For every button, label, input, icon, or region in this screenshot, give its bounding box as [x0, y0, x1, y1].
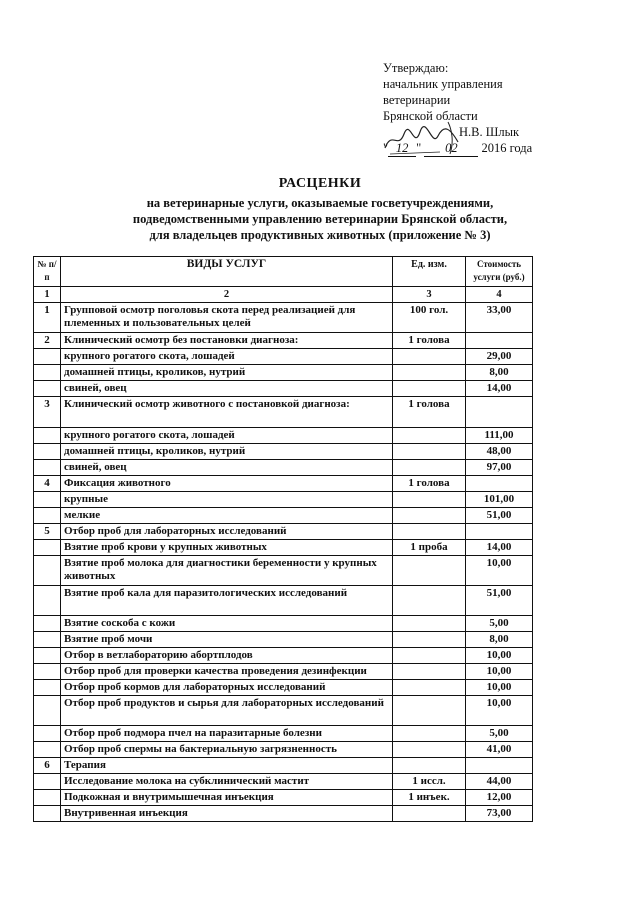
table-row — [34, 696, 533, 726]
service-name: крупного рогатого скота, лошадей — [61, 349, 393, 365]
table-row — [34, 303, 533, 333]
service-name: Отбор проб спермы на бактериальную загрязненность — [61, 742, 393, 758]
header-unit: Ед. изм. — [393, 257, 466, 287]
unit-of-measure: 1 голова — [393, 397, 466, 428]
price-table — [33, 256, 533, 822]
row-number — [34, 664, 61, 680]
table-row — [34, 381, 533, 397]
table-row — [34, 806, 533, 822]
table-row — [34, 680, 533, 696]
unit-of-measure — [393, 556, 466, 586]
approval-date: " 12 " 02 2016 года — [383, 141, 533, 155]
signer-name: Н.В. Шлык — [459, 125, 520, 139]
unit-of-measure — [393, 806, 466, 822]
unit-of-measure: 1 голова — [393, 333, 466, 349]
service-name: Взятие соскоба с кожи — [61, 616, 393, 632]
unit-of-measure: 1 голова — [393, 476, 466, 492]
service-price: 44,00 — [466, 774, 533, 790]
service-price: 33,00 — [466, 303, 533, 333]
row-number: 6 — [34, 758, 61, 774]
row-number — [34, 774, 61, 790]
service-name: Фиксация животного — [61, 476, 393, 492]
row-number — [34, 726, 61, 742]
table-row — [34, 349, 533, 365]
unit-of-measure: 1 проба — [393, 540, 466, 556]
table-row — [34, 492, 533, 508]
row-number: 5 — [34, 524, 61, 540]
row-number — [34, 365, 61, 381]
row-number: 4 — [34, 476, 61, 492]
document-subtitle — [0, 195, 640, 243]
row-number — [34, 648, 61, 664]
table-row — [34, 476, 533, 492]
table-row — [34, 524, 533, 540]
col-number: 1 — [34, 287, 61, 303]
table-row — [34, 632, 533, 648]
service-price: 8,00 — [466, 365, 533, 381]
service-name: Отбор в ветлабораторию абортплодов — [61, 648, 393, 664]
service-name: свиней, овец — [61, 460, 393, 476]
header-price: Стоимость услуги (руб.) — [466, 257, 533, 287]
table-row — [34, 428, 533, 444]
table-row — [34, 508, 533, 524]
service-name: Отбор проб для проверки качества проведения дезинфекции — [61, 664, 393, 680]
approval-line: Утверждаю: — [383, 61, 449, 75]
service-price: 29,00 — [466, 349, 533, 365]
unit-of-measure — [393, 648, 466, 664]
row-number: 3 — [34, 397, 61, 428]
service-price — [466, 397, 533, 428]
table-row — [34, 397, 533, 428]
table-row — [34, 758, 533, 774]
approval-line: ветеринарии — [383, 93, 451, 107]
row-number — [34, 444, 61, 460]
unit-of-measure — [393, 680, 466, 696]
service-price: 73,00 — [466, 806, 533, 822]
unit-of-measure — [393, 632, 466, 648]
service-price: 51,00 — [466, 586, 533, 616]
service-name: Клинический осмотр без постановки диагноза: — [61, 333, 393, 349]
row-number: 2 — [34, 333, 61, 349]
date-month: 02 — [424, 140, 478, 157]
service-name: Клинический осмотр животного с постановкой диагноза: — [61, 397, 393, 428]
unit-of-measure — [393, 742, 466, 758]
row-number — [34, 492, 61, 508]
service-price: 10,00 — [466, 648, 533, 664]
service-price: 10,00 — [466, 680, 533, 696]
unit-of-measure — [393, 524, 466, 540]
table-row — [34, 616, 533, 632]
unit-of-measure — [393, 460, 466, 476]
table-row — [34, 540, 533, 556]
service-name: Терапия — [61, 758, 393, 774]
row-number — [34, 508, 61, 524]
table-row — [34, 444, 533, 460]
service-name: Групповой осмотр поголовья скота перед реализацией для племенных и пользовательных целей — [61, 303, 393, 333]
row-number — [34, 556, 61, 586]
service-price — [466, 524, 533, 540]
approval-line: Брянской области — [383, 109, 478, 123]
service-name: Взятие проб крови у крупных животных — [61, 540, 393, 556]
header-name: ВИДЫ УСЛУГ — [61, 257, 393, 287]
service-price — [466, 333, 533, 349]
service-name: Взятие проб мочи — [61, 632, 393, 648]
document-title: РАСЦЕНКИ — [278, 176, 362, 191]
service-name: Взятие проб кала для паразитологических исследований — [61, 586, 393, 616]
subtitle-line-2: подведомственными управлению ветеринарии Брянской области, — [132, 212, 508, 226]
header-num: № п/п — [34, 257, 61, 287]
row-number: 1 — [34, 303, 61, 333]
table-row — [34, 460, 533, 476]
unit-of-measure — [393, 664, 466, 680]
service-name: свиней, овец — [61, 381, 393, 397]
unit-of-measure: 100 гол. — [393, 303, 466, 333]
service-name: Отбор проб для лабораторных исследований — [61, 524, 393, 540]
unit-of-measure — [393, 365, 466, 381]
table-row — [34, 556, 533, 586]
service-price: 97,00 — [466, 460, 533, 476]
service-price: 12,00 — [466, 790, 533, 806]
table-row — [34, 333, 533, 349]
unit-of-measure: 1 иссл. — [393, 774, 466, 790]
table-row — [34, 742, 533, 758]
service-name: мелкие — [61, 508, 393, 524]
row-number — [34, 381, 61, 397]
table-body — [34, 303, 533, 822]
col-number: 2 — [61, 287, 393, 303]
unit-of-measure — [393, 349, 466, 365]
service-price: 111,00 — [466, 428, 533, 444]
table-row — [34, 664, 533, 680]
row-number — [34, 790, 61, 806]
row-number — [34, 696, 61, 726]
row-number — [34, 806, 61, 822]
table-row — [34, 726, 533, 742]
approval-block — [383, 60, 583, 157]
service-name: Отбор проб продуктов и сырья для лабораторных исследований — [61, 696, 393, 726]
table-row — [34, 774, 533, 790]
service-name: Исследование молока на субклинический мастит — [61, 774, 393, 790]
service-name: Внутривенная инъекция — [61, 806, 393, 822]
unit-of-measure — [393, 726, 466, 742]
col-number: 4 — [466, 287, 533, 303]
unit-of-measure — [393, 381, 466, 397]
service-price: 48,00 — [466, 444, 533, 460]
service-price: 5,00 — [466, 726, 533, 742]
service-price: 10,00 — [466, 696, 533, 726]
row-number — [34, 586, 61, 616]
unit-of-measure — [393, 428, 466, 444]
unit-of-measure — [393, 616, 466, 632]
service-name: крупного рогатого скота, лошадей — [61, 428, 393, 444]
service-price — [466, 476, 533, 492]
table-row — [34, 586, 533, 616]
service-price: 14,00 — [466, 540, 533, 556]
service-name: Отбор проб кормов для лабораторных исследований — [61, 680, 393, 696]
service-price: 5,00 — [466, 616, 533, 632]
service-price: 14,00 — [466, 381, 533, 397]
service-price: 10,00 — [466, 664, 533, 680]
date-day: 12 — [388, 140, 416, 157]
service-price: 101,00 — [466, 492, 533, 508]
service-name: домашней птицы, кроликов, нутрий — [61, 444, 393, 460]
unit-of-measure — [393, 508, 466, 524]
service-price — [466, 758, 533, 774]
row-number — [34, 428, 61, 444]
subtitle-line-3: для владельцев продуктивных животных (приложение № 3) — [149, 228, 491, 242]
row-number — [34, 349, 61, 365]
row-number — [34, 742, 61, 758]
table-row — [34, 790, 533, 806]
service-price: 8,00 — [466, 632, 533, 648]
approval-line: начальник управления — [383, 77, 503, 91]
service-price: 10,00 — [466, 556, 533, 586]
date-year: 2016 года — [481, 141, 533, 155]
unit-of-measure — [393, 492, 466, 508]
unit-of-measure — [393, 696, 466, 726]
service-price: 41,00 — [466, 742, 533, 758]
service-name: Взятие проб молока для диагностики беременности у крупных животных — [61, 556, 393, 586]
unit-of-measure — [393, 586, 466, 616]
row-number — [34, 680, 61, 696]
row-number — [34, 460, 61, 476]
service-name: крупные — [61, 492, 393, 508]
service-price: 51,00 — [466, 508, 533, 524]
approval-signer — [383, 124, 583, 140]
service-name: Подкожная и внутримышечная инъекция — [61, 790, 393, 806]
unit-of-measure — [393, 758, 466, 774]
col-number: 3 — [393, 287, 466, 303]
service-name: домашней птицы, кроликов, нутрий — [61, 365, 393, 381]
row-number — [34, 616, 61, 632]
service-name: Отбор проб подмора пчел на паразитарные болезни — [61, 726, 393, 742]
unit-of-measure — [393, 444, 466, 460]
row-number — [34, 540, 61, 556]
table-row — [34, 365, 533, 381]
unit-of-measure: 1 инъек. — [393, 790, 466, 806]
row-number — [34, 632, 61, 648]
table-row — [34, 648, 533, 664]
subtitle-line-1: на ветеринарные услуги, оказываемые госветучреждениями, — [146, 196, 494, 210]
